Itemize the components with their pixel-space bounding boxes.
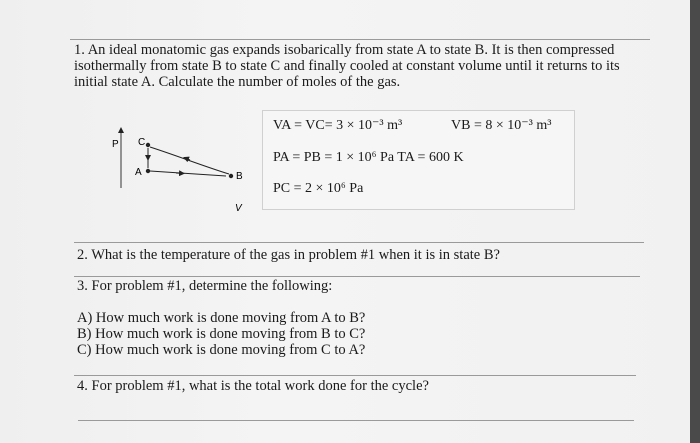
equation-pa-pb-ta: PA = PB = 1 × 10⁶ Pa TA = 600 K [273,150,464,165]
state-c-label: C [138,137,146,148]
problem-3-part-c: C) How much work is done moving from C to A? [77,342,366,358]
equation-vb: VB = 8 × 10⁻³ m³ [451,118,552,133]
divider [74,242,644,243]
state-b-point [229,174,233,178]
problem-1-line: initial state A. Calculate the number of moles of the gas. [74,74,401,90]
problem-3-part-b: B) How much work is done moving from B to C? [77,326,366,342]
given-values-box [262,110,575,210]
problem-2-text: 2. What is the temperature of the gas in problem #1 when it is in state B? [77,247,500,263]
state-a-point [146,169,150,173]
problem-1-text [74,42,640,90]
divider [78,420,634,421]
problem-3-part-a: A) How much work is done moving from A to B? [77,310,366,326]
path-a-to-b [150,171,226,176]
problem-1-line: isothermally from state B to state C and finally cooled at constant volume until it returns to its [74,58,620,74]
p-axis-label: P [112,139,119,150]
problem-4-text: 4. For problem #1, what is the total work done for the cycle? [77,378,429,394]
arrow-a-to-b [176,173,184,174]
pv-diagram [108,126,258,216]
state-c-point [146,143,150,147]
problem-3-text: 3. For problem #1, determine the following: [77,278,333,294]
divider [74,276,640,277]
problem-1-line: 1. An ideal monatomic gas expands isobarically from state A to state B. It is then compressed [74,42,615,58]
equation-pc: PC = 2 × 10⁶ Pa [273,181,364,196]
v-axis-label: V [235,203,242,214]
divider [70,39,650,40]
state-b-label: B [236,171,243,182]
divider [74,375,636,376]
equation-va-vc: VA = VC= 3 × 10⁻³ m³ [273,118,403,133]
path-b-to-c [150,147,229,174]
state-a-label: A [135,167,142,178]
